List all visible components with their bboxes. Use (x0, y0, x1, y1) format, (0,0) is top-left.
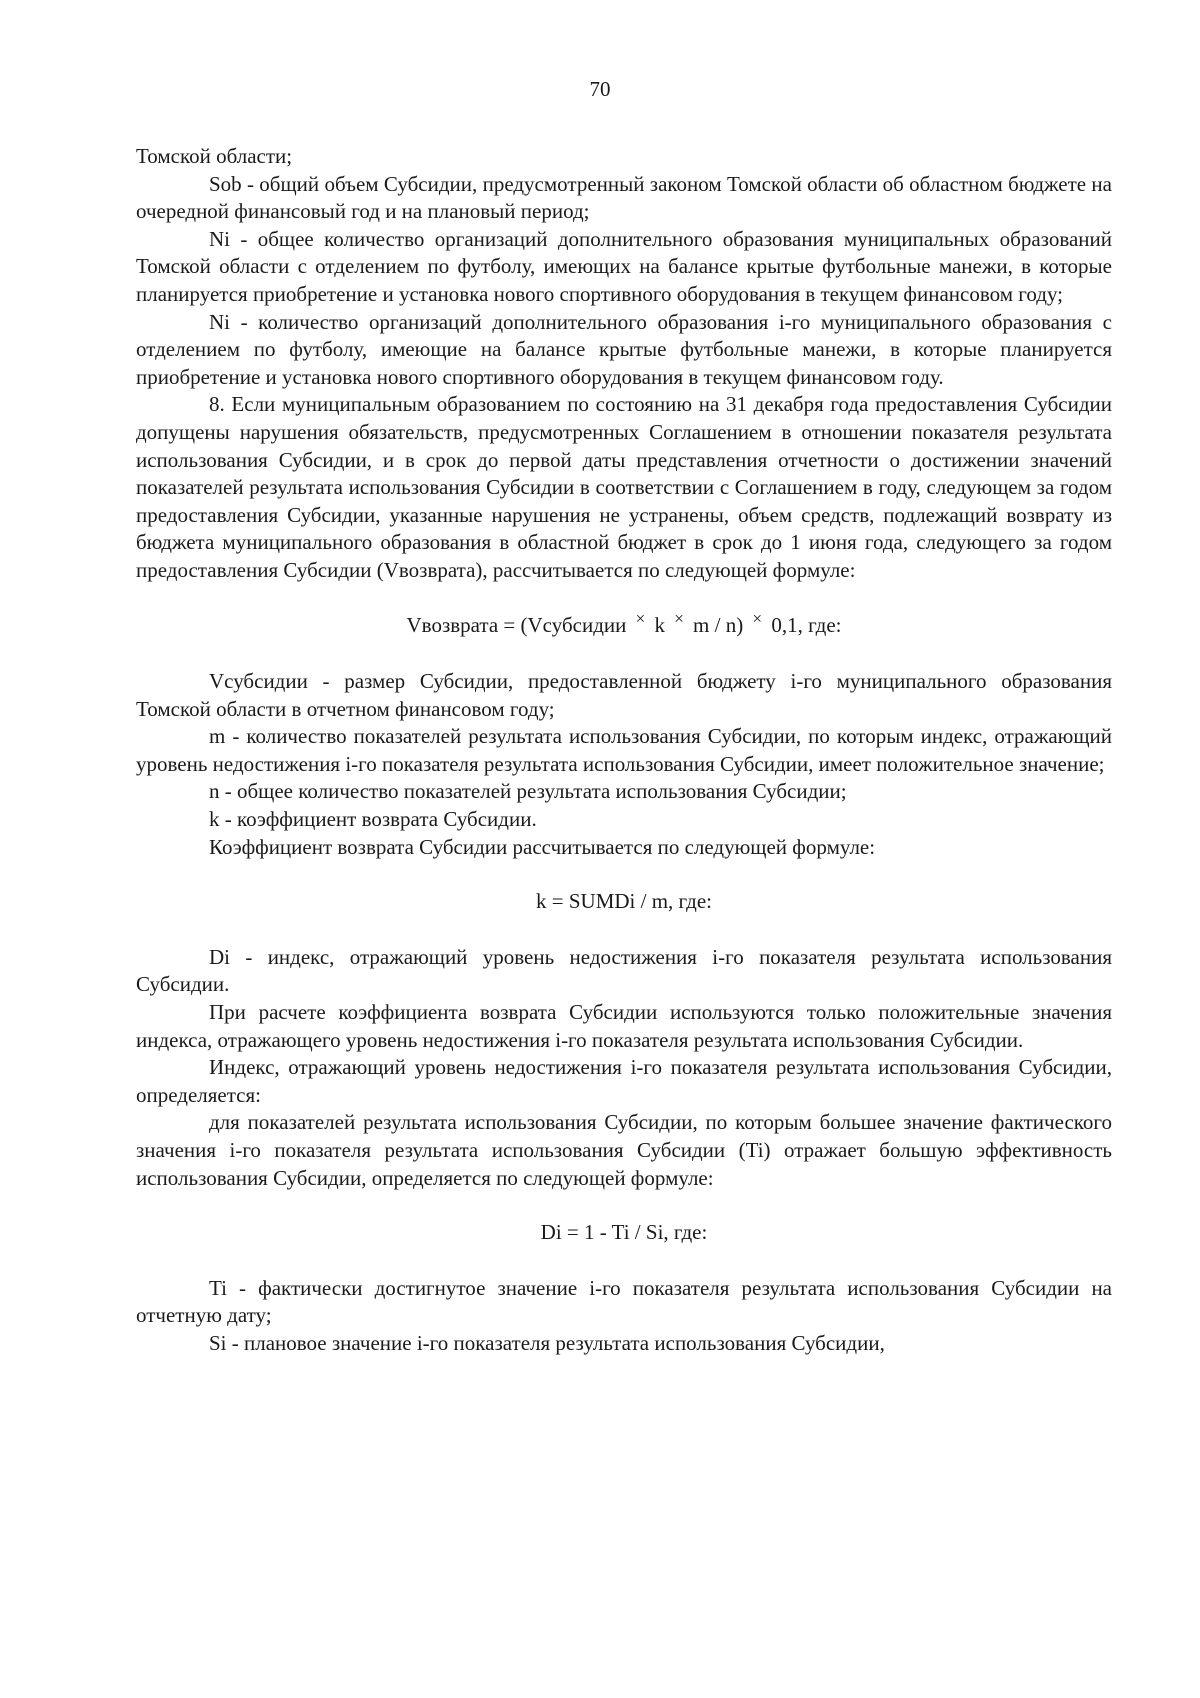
formula-m-n: m / n) (693, 612, 744, 637)
formula-k: k (654, 612, 665, 637)
paragraph: k - коэффициент возврата Субсидии. (209, 807, 537, 832)
paragraph: Индекс, отражающий уровень недостижения i-го показателя результата использования Субсидии, определяется: (136, 1055, 1112, 1107)
paragraph: Vсубсидии - размер Субсидии, предоставленной бюджету i-го муниципального образования Томской области в отчетном финансовом году; (136, 669, 1112, 721)
multiply-sign: × (635, 608, 646, 628)
paragraph: Томской области; (136, 144, 293, 168)
multiply-sign: × (752, 608, 763, 628)
multiply-sign: × (674, 608, 684, 628)
page-number: 70 (589, 77, 611, 101)
paragraph: m - количество показателей результата использования Субсидии, по которым индекс, отражающий уровень недостижения i-го показателя результата использования Субсидии, имеет положительное значение; (136, 724, 1112, 776)
paragraph: Si - плановое значение i-го показателя результата использования Субсидии, (209, 1330, 885, 1355)
paragraph: 8. Если муниципальным образованием по состоянию на 31 декабря года предоставления Субсидии допущены нарушения обязательств, предусмотренных Соглашением в отношении показателя результата использования Субсидии, и в срок до первой даты представления отчетности о достижении значений показателей результата использования Субсидии в соответствии с Соглашением в году, следующем за годом предоставления Субсидии, указанные нарушения не устранены, объем средств, подлежащий возврату из бюджета муниципального образования в областной бюджет в срок до 1 июня года, следующего за годом предоставления Субсидии (Vвозврата), рассчитывается по следующей формуле: (136, 392, 1112, 582)
paragraph: для показателей результата использования Субсидии, по которым большее значение фактического значения i-го показателя результата использования Субсидии (Ti) отражает большую эффективность использования Субсидии, определяется по следующей формуле: (136, 1110, 1112, 1190)
paragraph: n - общее количество показателей результата использования Субсидии; (209, 779, 847, 804)
formula-k-coefficient: k = SUMDi / m, где: (536, 889, 712, 914)
paragraph: Ni - общее количество организаций дополнительного образования муниципальных образований Томской области с отделением по футболу, имеющих на балансе крытые футбольные манежи, в которые планируется приобретение и установка нового спортивного оборудования в текущем финансовом году; (136, 226, 1112, 306)
paragraph: При расчете коэффициента возврата Субсидии используются только положительные значения индекса, отражающего уровень недостижения i-го показателя результата использования Субсидии. (136, 1000, 1112, 1052)
formula-tail: 0,1, где: (771, 612, 842, 637)
formula-refund (136, 608, 1112, 641)
formula-di: Di = 1 - Ti / Si, где: (540, 1220, 708, 1245)
paragraph: Sob - общий объем Субсидии, предусмотренный законом Томской области об областном бюджете на очередной финансовый год и на плановый период; (136, 171, 1112, 224)
paragraph: Коэффициент возврата Субсидии рассчитывается по следующей формуле: (209, 834, 876, 859)
document-body (136, 143, 1112, 1358)
paragraph: Ni - количество организаций дополнительного образования i-го муниципального образования с отделением по футболу, имеющие на балансе крытые футбольные манежи, в которые планируется приобретение и установка нового спортивного оборудования в текущем финансовом году. (136, 309, 1112, 389)
formula-lhs: Vвозврата = (Vсубсидии (406, 612, 627, 637)
paragraph: Ti - фактически достигнутое значение i-го показателя результата использования Субсидии на отчетную дату; (136, 1275, 1112, 1328)
paragraph: Di - индекс, отражающий уровень недостижения i-го показателя результата использования Субсидии. (136, 944, 1112, 997)
